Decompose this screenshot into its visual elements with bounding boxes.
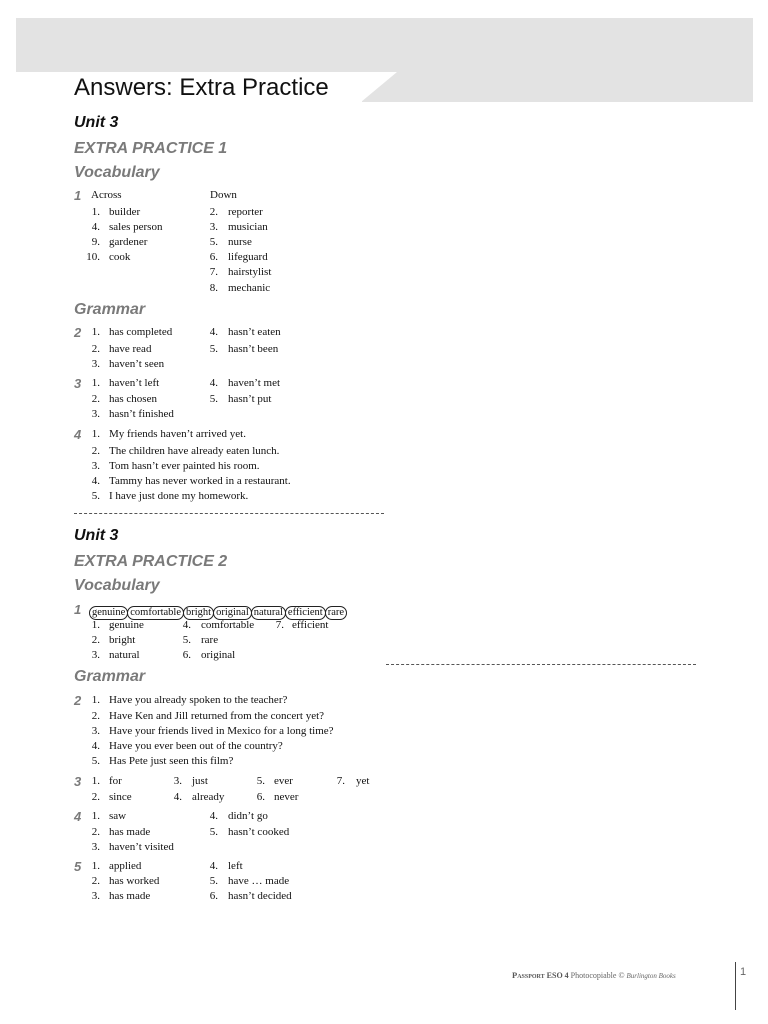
list-item-number: 2.	[209, 206, 218, 218]
ep2-title: EXTRA PRACTICE 2	[74, 553, 228, 570]
list-item-number: 1.	[91, 428, 100, 440]
list-item: rare	[201, 634, 219, 646]
page-title: Answers: Extra Practice	[74, 74, 329, 101]
list-item-number: 5.	[182, 634, 191, 646]
list-item-number: 4.	[209, 810, 218, 822]
list-item-number: 4.	[209, 860, 218, 872]
cut-line-divider	[386, 664, 696, 665]
list-item: gardener	[109, 236, 148, 248]
circled-word: efficient	[285, 606, 326, 620]
list-item: yet	[356, 775, 370, 787]
list-item-number: 2.	[91, 343, 100, 355]
list-item-number: 3.	[173, 775, 182, 787]
list-item-number: 5.	[256, 775, 265, 787]
circled-word: natural	[251, 606, 286, 620]
list-item: My friends haven’t arrived yet.	[109, 428, 246, 440]
list-item-number: 2.	[91, 710, 100, 722]
list-item-number: 1.	[91, 694, 100, 706]
list-item-number: 2.	[91, 791, 100, 803]
list-item-number: 1.	[91, 775, 100, 787]
list-item: genuine	[109, 619, 144, 631]
list-item: left	[228, 860, 243, 872]
circled-word: comfortable	[127, 606, 184, 620]
list-item: has completed	[109, 326, 173, 338]
list-item: Tammy has never worked in a restaurant.	[109, 475, 291, 487]
list-item: cook	[109, 251, 131, 263]
footer-series: ESO 4	[546, 971, 569, 980]
footer-credit	[512, 970, 676, 980]
list-item: hairstylist	[228, 266, 272, 278]
list-item: Tom hasn’t ever painted his room.	[109, 460, 260, 472]
page-number: 1	[740, 966, 747, 978]
list-item-number: 4.	[173, 791, 182, 803]
circled-word: rare	[325, 606, 347, 620]
list-item-number: 8.	[209, 282, 218, 294]
list-item-number: 1.	[91, 206, 100, 218]
list-item: haven’t left	[109, 377, 160, 389]
list-item: has chosen	[109, 393, 157, 405]
list-item-number: 2.	[91, 826, 100, 838]
list-item: has worked	[109, 875, 160, 887]
list-item: just	[192, 775, 208, 787]
list-item: lifeguard	[228, 251, 268, 263]
copyright-icon: ©	[618, 971, 625, 980]
list-item-number: 4.	[91, 221, 100, 233]
list-item-number: 7.	[209, 266, 218, 278]
list-item: hasn’t finished	[109, 408, 174, 420]
list-item-number: 3.	[91, 460, 100, 472]
ep1-ex1-across-label: Across	[91, 189, 122, 201]
ep1-ex1-number: 1	[74, 188, 82, 203]
list-item: has made	[109, 890, 151, 902]
ep2-ex2-number: 2	[74, 693, 82, 708]
footer-publisher-logo: Burlington Books	[626, 972, 676, 980]
header-cutout-angle	[361, 72, 397, 102]
list-item-number: 5.	[91, 490, 100, 502]
circled-word: genuine	[89, 606, 128, 620]
list-item-number: 1.	[91, 810, 100, 822]
list-item: efficient	[292, 619, 329, 631]
list-item: saw	[109, 810, 127, 822]
list-item: hasn’t eaten	[228, 326, 281, 338]
list-item: Have your friends lived in Mexico for a long time?	[109, 725, 334, 737]
list-item-number: 2.	[91, 445, 100, 457]
list-item-number: 3.	[91, 408, 100, 420]
ep2-ex1-number: 1	[74, 602, 82, 617]
list-item: reporter	[228, 206, 263, 218]
circled-words-row	[89, 602, 346, 620]
ep1-ex4-number: 4	[74, 427, 82, 442]
list-item: hasn’t put	[228, 393, 272, 405]
list-item: natural	[109, 649, 140, 661]
list-item-number: 7.	[275, 619, 284, 631]
list-item: Has Pete just seen this film?	[109, 755, 234, 767]
list-item-number: 3.	[91, 358, 100, 370]
list-item: for	[109, 775, 122, 787]
ep1-ex3-number: 3	[74, 376, 82, 391]
list-item-number: 4.	[91, 475, 100, 487]
list-item: The children have already eaten lunch.	[109, 445, 280, 457]
list-item-number: 3.	[91, 725, 100, 737]
list-item: Have you ever been out of the country?	[109, 740, 283, 752]
list-item: Have you already spoken to the teacher?	[109, 694, 288, 706]
list-item: I have just done my homework.	[109, 490, 249, 502]
footer-divider	[735, 962, 736, 1010]
list-item: have read	[109, 343, 152, 355]
ep2-grammar-heading: Grammar	[74, 668, 146, 685]
list-item-number: 2.	[91, 393, 100, 405]
list-item: has made	[109, 826, 151, 838]
list-item-number: 1.	[91, 619, 100, 631]
footer-brand: Passport	[512, 970, 545, 980]
list-item: bright	[109, 634, 136, 646]
list-item-number: 3.	[91, 841, 100, 853]
list-item: original	[201, 649, 236, 661]
list-item: didn’t go	[228, 810, 268, 822]
list-item-number: 5.	[209, 875, 218, 887]
list-item-number: 4.	[91, 740, 100, 752]
list-item-number: 4.	[209, 377, 218, 389]
list-item-number: 1.	[91, 377, 100, 389]
list-item-number: 2.	[91, 634, 100, 646]
list-item-number: 10.	[86, 251, 100, 263]
list-item: never	[274, 791, 299, 803]
list-item: musician	[228, 221, 268, 233]
ep1-title: EXTRA PRACTICE 1	[74, 140, 228, 157]
list-item-number: 5.	[209, 393, 218, 405]
list-item: mechanic	[228, 282, 271, 294]
list-item-number: 9.	[91, 236, 100, 248]
ep1-grammar-heading: Grammar	[74, 301, 146, 318]
list-item: already	[192, 791, 225, 803]
list-item: hasn’t decided	[228, 890, 292, 902]
list-item-number: 6.	[256, 791, 265, 803]
circled-word: bright	[183, 606, 214, 620]
list-item-number: 5.	[91, 755, 100, 767]
list-item-number: 2.	[91, 875, 100, 887]
list-item: ever	[274, 775, 293, 787]
list-item: builder	[109, 206, 141, 218]
ep2-ex3-number: 3	[74, 774, 82, 789]
ep1-ex2-number: 2	[74, 325, 82, 340]
list-item-number: 5.	[209, 826, 218, 838]
list-item-number: 7.	[336, 775, 345, 787]
list-item: haven’t met	[228, 377, 281, 389]
list-item-number: 3.	[209, 221, 218, 233]
list-item: nurse	[228, 236, 252, 248]
list-item: sales person	[109, 221, 163, 233]
list-item-number: 6.	[182, 649, 191, 661]
list-item-number: 1.	[91, 326, 100, 338]
ep2-ex4-number: 4	[74, 809, 82, 824]
list-item-number: 4.	[182, 619, 191, 631]
list-item-number: 1.	[91, 860, 100, 872]
ep2-ex5-number: 5	[74, 859, 82, 874]
ep2-vocabulary-heading: Vocabulary	[74, 577, 160, 594]
list-item: hasn’t cooked	[228, 826, 290, 838]
list-item: applied	[109, 860, 142, 872]
list-item-number: 3.	[91, 649, 100, 661]
list-item: hasn’t been	[228, 343, 279, 355]
list-item-number: 6.	[209, 890, 218, 902]
list-item-number: 3.	[91, 890, 100, 902]
cut-line-divider	[74, 513, 384, 514]
list-item-number: 5.	[209, 236, 218, 248]
footer-photocopiable: Photocopiable	[570, 971, 617, 980]
list-item: Have Ken and Jill returned from the concert yet?	[109, 710, 325, 722]
list-item: comfortable	[201, 619, 255, 631]
ep1-ex1-down-label: Down	[210, 189, 237, 201]
list-item: since	[109, 791, 132, 803]
list-item: haven’t visited	[109, 841, 174, 853]
circled-word: original	[213, 606, 252, 620]
list-item-number: 6.	[209, 251, 218, 263]
list-item-number: 5.	[209, 343, 218, 355]
list-item: have … made	[228, 875, 290, 887]
ep1-vocabulary-heading: Vocabulary	[74, 164, 160, 181]
ep2-unit-heading: Unit 3	[74, 527, 119, 544]
list-item-number: 4.	[209, 326, 218, 338]
list-item: haven’t seen	[109, 358, 165, 370]
ep1-unit-heading: Unit 3	[74, 114, 119, 131]
